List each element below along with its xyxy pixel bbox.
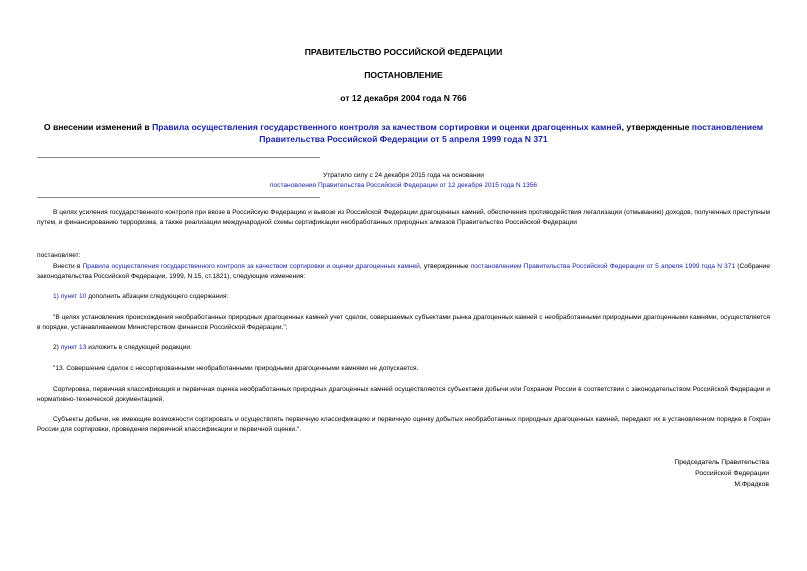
item-1 — [37, 292, 770, 302]
item2-text: изложить в следующей редакции: — [86, 344, 192, 351]
signature-block — [674, 457, 769, 490]
lost-force-text: Утратило силу с 24 декабря 2015 года на основании — [323, 172, 484, 179]
paragraph-amendments — [37, 262, 770, 282]
title-prefix: О внесении изменений в — [43, 122, 153, 132]
divider-bottom — [37, 197, 320, 198]
item1-link[interactable]: 1) пункт 10 — [53, 293, 87, 300]
government-heading: ПРАВИТЕЛЬСТВО РОССИЙСКОЙ ФЕДЕРАЦИИ — [304, 47, 503, 57]
basis-decree-link[interactable]: постановления Правительства Российской Федерации от 12 декабря 2015 года N 1356 — [269, 182, 538, 189]
signature-position-line2: Российской Федерации — [695, 470, 769, 477]
p1-start: Внести в — [53, 263, 83, 270]
document-title — [30, 121, 777, 145]
preamble-paragraph: В целях усиления государственного контроля при ввозе в Российскую Федерацию и вывозе из Российской Федерации драгоценных камней, обеспечения противодействия легализации (отмыванию) доходов, полученных преступным путем, и финансированию терроризма, а также реализации международной схемы сертификации необработанных природных алмазов Правительство Российской Федерации — [37, 209, 770, 226]
title-middle: , утвержденные — [621, 122, 692, 132]
p1-end: (Собрание законодательства Российской Федерации, 1999, N 15, ст.1821), следующие изменения: — [37, 263, 771, 280]
item-2-quote: "13. Совершение сделок с несортированными необработанными природными драгоценными камнями не допускается. — [53, 365, 419, 372]
document-type: ПОСТАНОВЛЕНИЕ — [364, 70, 443, 80]
title-rules-link[interactable]: Правила осуществления государственного контроля за качеством сортировки и оценки драгоценных камней — [152, 122, 622, 132]
divider-top — [37, 157, 320, 158]
signature-position-line1: Председатель Правительства — [674, 459, 769, 466]
item-1-quote: "В целях установления происхождения необработанных природных драгоценных камней учет сделок, совершаемых субъектами рынка драгоценных камней с необработанными природными драгоценными камнями, осуществляется в порядке, устанавливаемом Министерством финансов Российской Федерации."; — [37, 314, 770, 331]
p1-decree-link[interactable]: постановлением Правительства Российской Федерации от 5 апреля 1999 года N 371 — [470, 263, 736, 270]
item1-text: дополнить абзацем следующего содержания: — [86, 293, 229, 300]
p1-rules-link[interactable]: Правила осуществления государственного контроля за качеством сортировки и оценки драгоценных камней — [82, 263, 420, 270]
signature-name: М.Фрадков — [734, 481, 769, 488]
decrees-word: постановляет: — [37, 252, 81, 259]
item2-link[interactable]: пункт 13 — [60, 344, 87, 351]
title-decree-link[interactable]: постановлением Правительства Российской Федерации от 5 апреля 1999 года N 371 — [259, 122, 764, 144]
item-2 — [37, 343, 770, 353]
item-2-paragraph-3: Субъекты добычи, не имеющие возможности сортировать и осуществлять первичную классификацию и первичную оценку добытых необработанных природных драгоценных камней, передают их в установленном порядке в Гохран России для сортировки, проведения первичной классификации и первичной оценки.". — [37, 416, 770, 433]
document-date-number: от 12 декабря 2004 года N 766 — [340, 93, 467, 103]
item2-prefix: 2) — [53, 344, 61, 351]
item-2-paragraph-2: Сортировка, первичная классификация и первичная оценка необработанных природных драгоценных камней осуществляются субъектами добычи или Гохраном России в соответствии с законодательством Российской Федерации и нормативно-технической документацией. — [37, 386, 770, 403]
p1-mid: , утвержденные — [419, 263, 471, 270]
status-block — [37, 171, 770, 191]
